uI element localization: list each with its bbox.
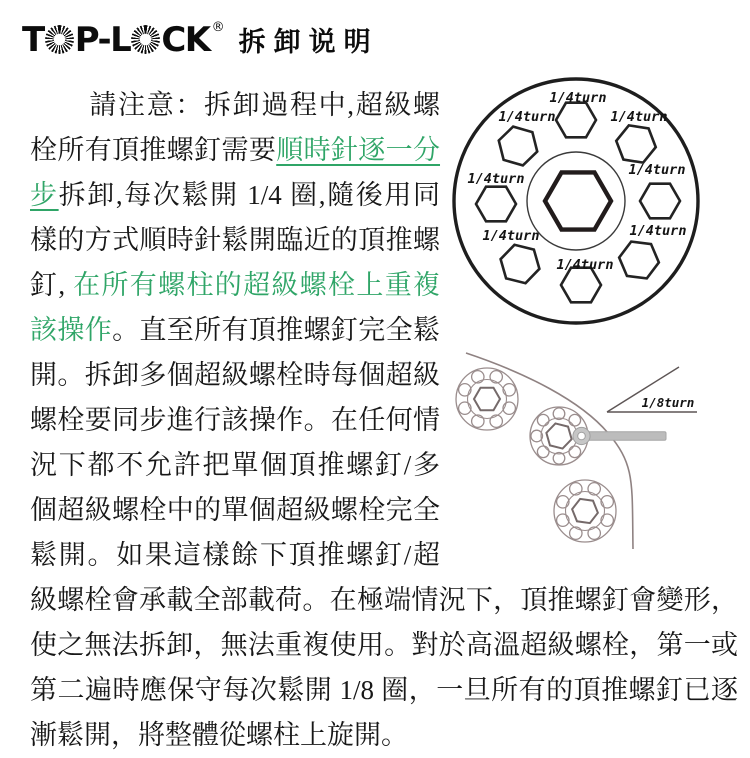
text-segment-normal: 請注意：拆卸過程中,超級螺栓所有頂推螺釘需要 bbox=[30, 90, 440, 165]
eighth-turn-label: 1/8turn bbox=[641, 395, 695, 410]
wrench-socket-hole bbox=[578, 432, 586, 440]
text-segment-green: 在所有螺柱的超級螺栓上重複該操作 bbox=[30, 270, 441, 345]
content bbox=[0, 59, 750, 758]
logo-letters-p-l: P-L bbox=[74, 19, 131, 60]
header bbox=[0, 0, 750, 59]
sunburst-o-icon bbox=[131, 25, 160, 54]
page-title: 拆卸说明 bbox=[238, 27, 379, 57]
jackbolt-hex-right bbox=[640, 184, 680, 219]
jackbolt-hex-top-left bbox=[494, 124, 542, 168]
tensioner-nut bbox=[456, 368, 518, 430]
quarter-turn-label: 1/4turn bbox=[629, 223, 687, 239]
quarter-turn-labels bbox=[468, 90, 687, 273]
quarter-turn-label: 1/4turn bbox=[549, 90, 607, 106]
quarter-turn-label: 1/4turn bbox=[498, 109, 556, 125]
center-hex bbox=[545, 172, 611, 229]
text-segment-normal: 拆卸,每次鬆開 1/4 圈,隨後用同樣的方式順時針鬆開臨近的頂推螺釘, bbox=[30, 180, 440, 300]
quarter-turn-label: 1/4turn bbox=[467, 171, 525, 187]
text-segment-normal: 。直至所有頂推螺釘完全鬆開。拆卸多個超級螺栓時每個超級螺栓要同步進行該操作。在任何情況下都不允許把單個頂推螺釘/多個超級螺栓中的單個超級螺栓完全鬆開。如果這樣餘下頂推螺釘/超級螺栓會承載全部載荷。在極端情況下，頂推螺釘會變形，使之無法拆卸，無法重複使用。對於高溫超級螺栓，第一或第二遍時應保守每次鬆開 1/8 圈，一旦所有的頂推螺釘已逐漸鬆開，將整體從螺柱上旋開。 bbox=[30, 315, 738, 750]
top-lock-logo bbox=[22, 19, 225, 60]
text-segment-green-underline: 順時針逐一分步 bbox=[30, 135, 441, 210]
figure-jackbolt-pattern bbox=[446, 71, 738, 339]
tensioner-nut bbox=[554, 480, 616, 542]
figures-column bbox=[446, 71, 738, 549]
quarter-turn-label: 1/4turn bbox=[482, 228, 540, 244]
logo-letters-ck: CK bbox=[161, 19, 210, 60]
jackbolt-hex-bottom-right bbox=[617, 240, 661, 279]
wrench-handle bbox=[587, 432, 666, 440]
logo-letter-t: T bbox=[22, 19, 44, 60]
quarter-turn-label: 1/4turn bbox=[610, 109, 668, 125]
jackbolt-hex-left bbox=[476, 187, 516, 222]
jackbolt-hex-top-right bbox=[614, 124, 659, 164]
jackbolt-hex-top bbox=[556, 103, 596, 138]
sunburst-o-icon bbox=[45, 25, 74, 54]
jackbolt-hex-bottom-left bbox=[496, 242, 543, 285]
registered-trademark-icon: ® bbox=[211, 20, 225, 35]
wrench bbox=[573, 427, 666, 444]
figure-flange-wrench bbox=[446, 349, 738, 549]
quarter-turn-label: 1/4turn bbox=[628, 162, 686, 178]
quarter-turn-label: 1/4turn bbox=[556, 257, 614, 273]
